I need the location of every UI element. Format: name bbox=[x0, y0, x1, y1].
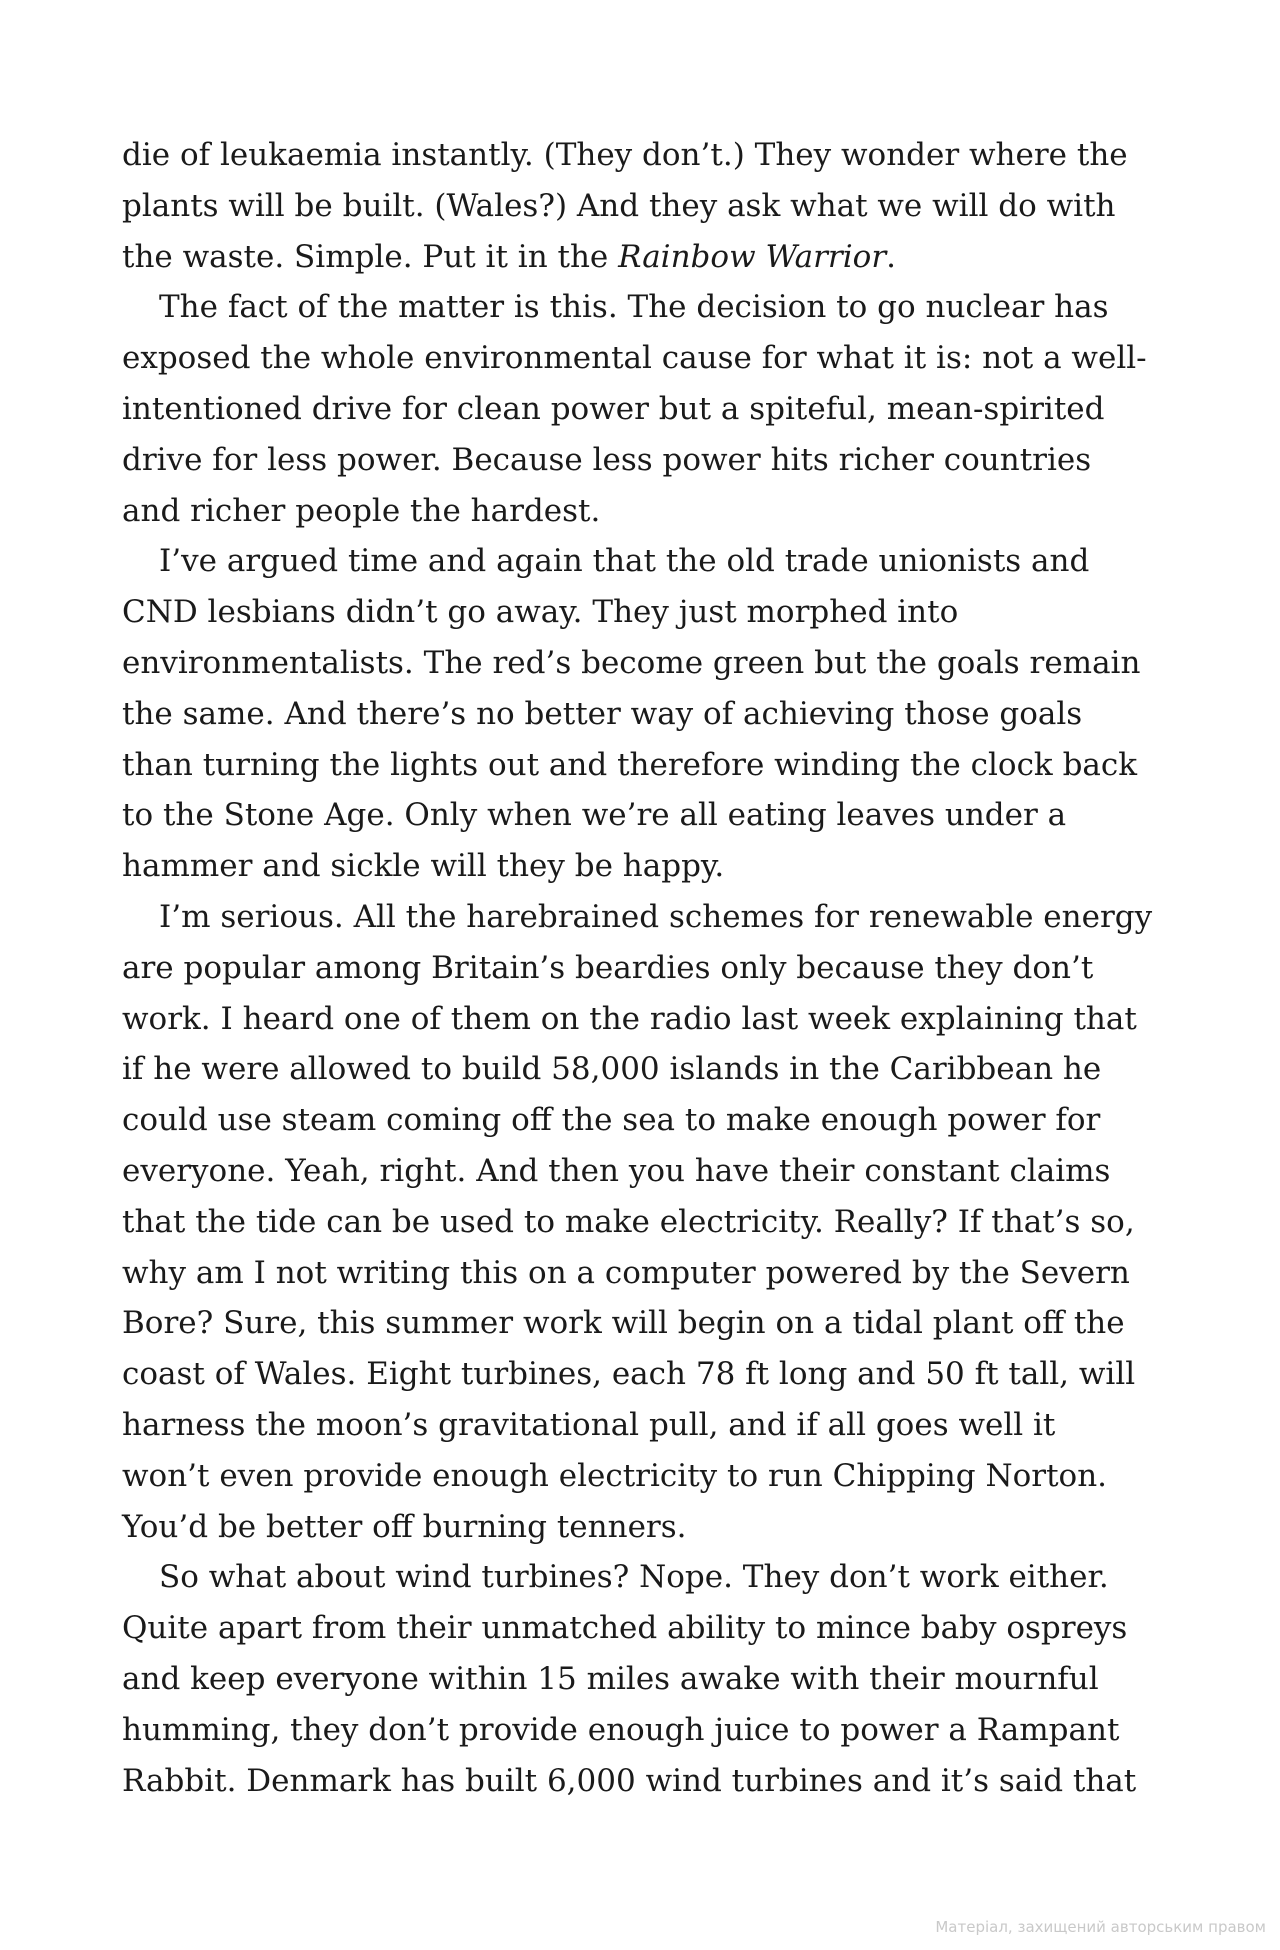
text-run: hammer and sickle will they be happy. bbox=[122, 848, 725, 885]
text-run: intentioned drive for clean power but a spiteful, mean-spirited bbox=[122, 390, 1105, 427]
text-run: I’ve argued time and again that the old trade unionists and bbox=[159, 543, 1090, 580]
text-line bbox=[122, 943, 1172, 994]
text-run: and richer people the hardest. bbox=[122, 492, 601, 529]
text-run: So what about wind turbines? Nope. They don’t work either. bbox=[159, 1559, 1109, 1596]
text-line bbox=[122, 994, 1172, 1045]
text-line bbox=[122, 841, 1172, 892]
text-line bbox=[122, 638, 1172, 689]
text-line bbox=[122, 1400, 1172, 1451]
text-line bbox=[122, 1756, 1172, 1807]
text-run: why am I not writing this on a computer powered by the Severn bbox=[122, 1254, 1130, 1291]
text-line bbox=[122, 435, 1172, 486]
text-run: You’d be better off burning tenners. bbox=[122, 1508, 687, 1545]
text-line bbox=[122, 232, 1172, 283]
text-run: drive for less power. Because less power hits richer countries bbox=[122, 441, 1092, 478]
text-line bbox=[122, 536, 1172, 587]
body-text bbox=[122, 130, 1172, 1806]
text-run: than turning the lights out and therefore winding the clock back bbox=[122, 746, 1138, 783]
text-line bbox=[122, 892, 1172, 943]
text-run: if he were allowed to build 58,000 islands in the Caribbean he bbox=[122, 1051, 1102, 1088]
text-line bbox=[122, 1095, 1172, 1146]
text-line bbox=[122, 1451, 1172, 1502]
text-run: could use steam coming off the sea to make enough power for bbox=[122, 1102, 1101, 1139]
text-run: work. I heard one of them on the radio last week explaining that bbox=[122, 1000, 1137, 1037]
text-line bbox=[122, 1349, 1172, 1400]
text-line bbox=[122, 384, 1172, 435]
text-run: coast of Wales. Eight turbines, each 78 ft long and 50 ft tall, will bbox=[122, 1356, 1136, 1393]
text-line bbox=[122, 181, 1172, 232]
text-run: plants will be built. (Wales?) And they ask what we will do with bbox=[122, 187, 1116, 224]
text-run: environmentalists. The red’s become green but the goals remain bbox=[122, 644, 1141, 681]
text-run: Bore? Sure, this summer work will begin on a tidal plant off the bbox=[122, 1305, 1125, 1342]
text-line bbox=[122, 1603, 1172, 1654]
text-line bbox=[122, 1705, 1172, 1756]
text-line bbox=[122, 1248, 1172, 1299]
text-run: Quite apart from their unmatched ability to mince baby ospreys bbox=[122, 1610, 1128, 1647]
text-line bbox=[122, 790, 1172, 841]
text-run: CND lesbians didn’t go away. They just morphed into bbox=[122, 594, 959, 631]
text-line bbox=[122, 1654, 1172, 1705]
text-run: The fact of the matter is this. The decision to go nuclear has bbox=[159, 289, 1109, 326]
text-run: harness the moon’s gravitational pull, and if all goes well it bbox=[122, 1406, 1056, 1443]
text-run: the waste. Simple. Put it in the bbox=[122, 238, 619, 275]
text-line bbox=[122, 1146, 1172, 1197]
text-run: are popular among Britain’s beardies only because they don’t bbox=[122, 949, 1094, 986]
text-run: exposed the whole environmental cause for what it is: not a well- bbox=[122, 340, 1147, 377]
text-line bbox=[122, 1197, 1172, 1248]
text-line bbox=[122, 740, 1172, 791]
text-run: die of leukaemia instantly. (They don’t.) They wonder where the bbox=[122, 137, 1128, 173]
italic-title: Rainbow Warrior bbox=[618, 238, 887, 275]
text-run: I’m serious. All the harebrained schemes for renewable energy bbox=[159, 898, 1153, 935]
text-run: Rabbit. Denmark has built 6,000 wind turbines and it’s said that bbox=[122, 1762, 1137, 1799]
text-line bbox=[122, 486, 1172, 537]
text-run: to the Stone Age. Only when we’re all eating leaves under a bbox=[122, 797, 1067, 834]
text-line bbox=[122, 1044, 1172, 1095]
text-run: humming, they don’t provide enough juice to power a Rampant bbox=[122, 1711, 1120, 1748]
text-run: . bbox=[886, 238, 896, 275]
text-run: won’t even provide enough electricity to run Chipping Norton. bbox=[122, 1457, 1108, 1494]
text-line bbox=[122, 1298, 1172, 1349]
text-run: the same. And there’s no better way of achieving those goals bbox=[122, 695, 1083, 732]
text-line bbox=[122, 1502, 1172, 1553]
text-run: everyone. Yeah, right. And then you have their constant claims bbox=[122, 1152, 1111, 1189]
text-line bbox=[122, 130, 1172, 181]
text-line bbox=[122, 587, 1172, 638]
text-run: and keep everyone within 15 miles awake with their mournful bbox=[122, 1660, 1099, 1697]
copyright-watermark: Матеріал, захищений авторським правом bbox=[935, 1918, 1266, 1936]
text-line bbox=[122, 282, 1172, 333]
text-line bbox=[122, 689, 1172, 740]
text-line bbox=[122, 333, 1172, 384]
text-run: that the tide can be used to make electricity. Really? If that’s so, bbox=[122, 1203, 1135, 1240]
text-line bbox=[122, 1552, 1172, 1603]
